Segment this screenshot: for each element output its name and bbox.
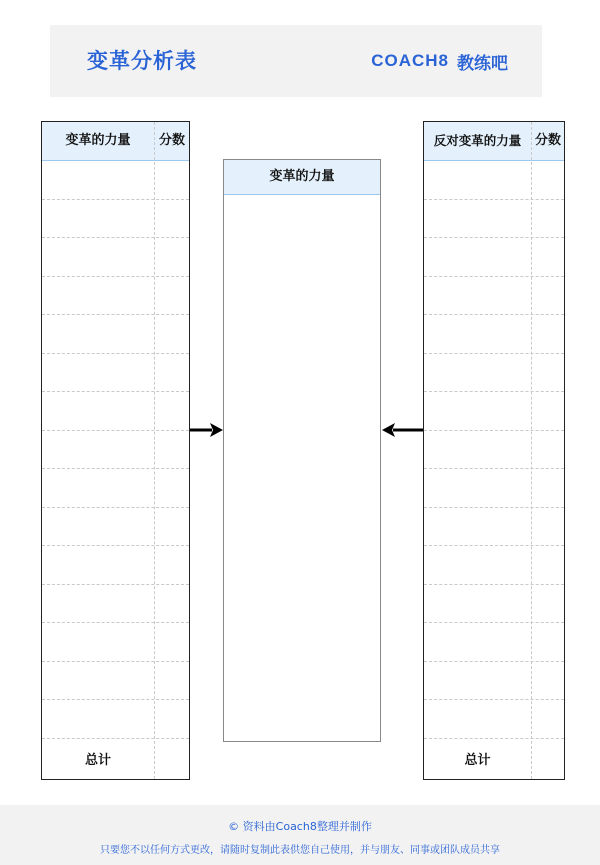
- page-title: 变革分析表: [87, 49, 197, 73]
- entry-row[interactable]: [42, 585, 189, 624]
- entry-row[interactable]: [424, 354, 564, 393]
- entry-row[interactable]: [424, 662, 564, 701]
- entry-row[interactable]: [424, 623, 564, 662]
- entry-row[interactable]: [424, 238, 564, 277]
- entry-row[interactable]: [424, 277, 564, 316]
- entry-row[interactable]: [42, 161, 189, 200]
- driving-forces-table: [41, 121, 190, 780]
- total-label: 总计: [464, 753, 491, 768]
- header-banner: [50, 25, 542, 97]
- entry-row[interactable]: [424, 700, 564, 739]
- entry-row[interactable]: [42, 700, 189, 739]
- header-driving-forces: 变革的力量: [65, 133, 131, 148]
- entry-row[interactable]: [42, 392, 189, 431]
- entry-row[interactable]: [42, 277, 189, 316]
- total-label: 总计: [84, 753, 111, 768]
- entry-row[interactable]: [42, 200, 189, 239]
- arrow-left-icon: [381, 421, 423, 439]
- entry-row[interactable]: [424, 392, 564, 431]
- entry-row[interactable]: [42, 546, 189, 585]
- footer: [0, 805, 600, 865]
- entry-row[interactable]: [424, 469, 564, 508]
- entry-row[interactable]: [424, 431, 564, 470]
- entry-row[interactable]: [42, 623, 189, 662]
- entry-row[interactable]: [42, 315, 189, 354]
- copyright-notice: © 资料由Coach8整理并制作: [228, 820, 372, 833]
- change-forces-center-table: [223, 159, 381, 742]
- entry-row[interactable]: [424, 585, 564, 624]
- logo-brand-text: COACH8: [371, 51, 449, 70]
- entry-row[interactable]: [424, 315, 564, 354]
- entry-row[interactable]: [424, 200, 564, 239]
- entry-row[interactable]: [42, 354, 189, 393]
- entry-row[interactable]: [42, 238, 189, 277]
- brand-logo: [371, 48, 508, 74]
- restraining-forces-table: [423, 121, 565, 780]
- entry-row[interactable]: [42, 662, 189, 701]
- entry-row[interactable]: [424, 508, 564, 547]
- logo-brand-chinese: 教练吧: [457, 53, 508, 74]
- header-score: 分数: [158, 133, 185, 148]
- arrow-right-icon: [190, 421, 224, 439]
- entry-row[interactable]: [424, 161, 564, 200]
- usage-notice: 只要您不以任何方式更改，请随时复制此表供您自己使用，并与朋友、同事或团队成员共享: [100, 845, 500, 856]
- entry-row[interactable]: [42, 508, 189, 547]
- center-header-label: 变革的力量: [269, 169, 335, 184]
- entry-row[interactable]: [42, 431, 189, 470]
- header-score: 分数: [534, 133, 561, 148]
- entry-row[interactable]: [42, 469, 189, 508]
- entry-row[interactable]: [424, 546, 564, 585]
- header-restraining-forces: 反对变革的力量: [433, 133, 522, 148]
